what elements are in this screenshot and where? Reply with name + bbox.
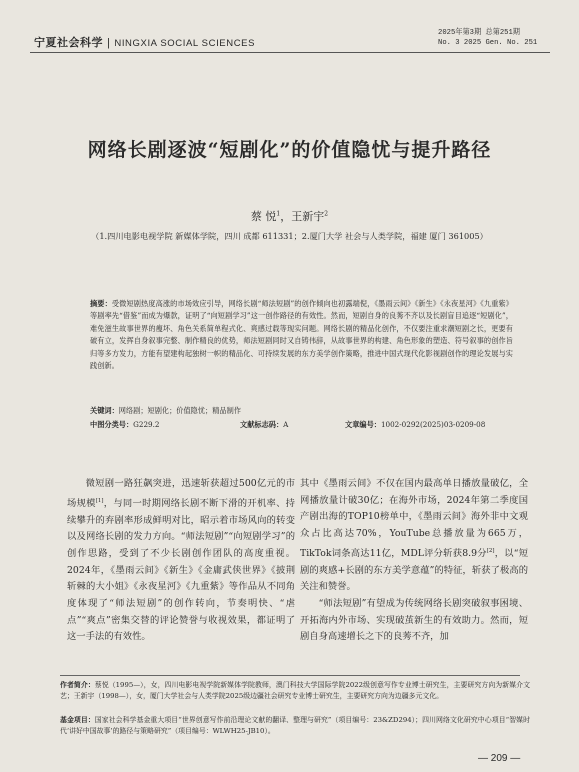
article-meta bbox=[90, 420, 520, 430]
author-separator: ， bbox=[280, 210, 292, 223]
clc-label: 中图分类号： bbox=[90, 420, 134, 429]
funding-text: 国家社会科学基金重大项目“世界创意写作前沿理论文献的翻译、整理与研究”（项目编号：23&ZD294）；四川网络文化研究中心项目“智媒时代‘讲好中国故事’的路径与策略研究”（项目编号：WLWH25-JB10）。 bbox=[60, 716, 530, 736]
body-text: ，以“短剧的爽感+长剧的东方美学意蕴”的特征，斩获了极高的关注和赞誉。 bbox=[300, 547, 528, 593]
body-text: 微短剧一路狂飙突进，迅速斩获超过500亿元的市场规模 bbox=[67, 478, 295, 509]
body-paragraph bbox=[67, 476, 295, 646]
clc-value: G229.2 bbox=[133, 420, 160, 429]
journal-header bbox=[34, 34, 255, 50]
journal-name: 宁夏社会科学 bbox=[34, 37, 103, 49]
author-1-mark: 1 bbox=[276, 210, 281, 218]
author-2: 王新宇 bbox=[291, 210, 325, 223]
affiliation: （1.四川电影电视学院 新媒体学院，四川 成都 611331；2.厦门大学 社会与人类学院，福建 厦门 361005） bbox=[91, 231, 488, 241]
header-divider bbox=[30, 52, 550, 53]
author-1: 蔡 悦 bbox=[250, 210, 277, 223]
keywords-text: 网络剧；短剧化；价值隐忧；精品制作 bbox=[118, 406, 241, 415]
abstract-text: 受微短剧热度高涨的市场效应引导，网络长剧“师法短剧”的创作倾向也初露端倪，《墨雨云间》《新生》《永夜星河》《九重紫》等剧率先“借鉴”而成为爆款，证明了“向短剧学习”这一创作路径的有效性。然而，短剧自身的良莠不齐以及长剧盲目追逐“短剧化”，难免滋生故事世界的瘦坏、角色关系简单程式化、爽感过载等现实问题。网络长剧的精品化创作，不仅要注重求潮短剧之长，更要有破有立，发挥自身叙事完整、制作精良的优势，师法短剧同时又自铸伟辞，从故事世界的构建、角色形象的塑造、符号叙事的创作旨归等多方发力，方能有望建构起独树一帜的精品化、可持续发展的东方美学创作策略，推进中国式现代化影视剧创作的理论发展与实践创新。 bbox=[90, 299, 513, 371]
author-2-mark: 2 bbox=[324, 210, 329, 218]
article-title: 网络长剧逐波“短剧化”的价值隐忧与提升路径 bbox=[87, 139, 492, 161]
body-column-right bbox=[300, 476, 528, 646]
body-paragraph: “师法短剧”有望成为传统网络长剧突破叙事困境、开拓海内外市场、实现破茧新生的有效助力。然而，短剧自身高速增长之下的良莠不齐，加 bbox=[300, 598, 528, 643]
citation-mark: [1] bbox=[95, 497, 104, 504]
keywords-label: 关键词： bbox=[90, 406, 119, 415]
funding-note bbox=[60, 715, 530, 737]
body-text: 其中《墨雨云间》不仅在国内最高单日播放量破亿，全网播放量计破30亿；在海外市场，2024年第二季度国产剧出海的TOP10榜单中，《墨雨云间》海外非中文观众占比高达70%，YouTube总播放量为665万，TikTok词条高达11亿，MDL评分斩获8.9分 bbox=[300, 478, 528, 559]
author-bio bbox=[60, 680, 530, 702]
issue-en: No. 3 2025 Gen. No. 251 bbox=[438, 39, 538, 47]
page-number: — 209 — bbox=[478, 753, 521, 764]
article-id-value: 1002-0292(2025)03-0209-08 bbox=[380, 420, 486, 429]
keywords bbox=[90, 406, 241, 416]
citation-mark: [2] bbox=[486, 547, 495, 554]
footnote-divider bbox=[60, 675, 520, 676]
abstract-label: 摘要： bbox=[90, 299, 112, 308]
body-text: ，与同一时期网络长剧不断下滑的开机率、持续攀升的弃剧率形成鲜明对比，昭示着市场风向的转变以及网络长剧的发力方向。“师法短剧”“向短剧学习”的创作思路，受到了不少长剧创作团队的高度重视。2024年，《墨雨云间》《新生》《金庸武侠世界》《披荆斩棘的大小姐》《永夜星河》《九重紫》等作品从不同角度体现了“师法短剧”的创作转向，节奏明快、“虐点”“爽点”密集交替的评论赞誉与收视效果，都证明了这一手法的有效性。 bbox=[67, 497, 295, 643]
author-bio-text: 蔡悦（1995—），女，四川电影电视学院新媒体学院教师，澳门科技大学国际学院2022级创意写作专业博士研究生，主要研究方向为新媒介文艺；王新宇（1998—），女，厦门大学社会与人类学院2025级边疆社会研究专业博士研究生，主要研究方向为边疆多元文化。 bbox=[60, 681, 530, 701]
header-separator: | bbox=[107, 37, 111, 49]
journal-name-en: NINGXIA SOCIAL SCIENCES bbox=[114, 38, 256, 49]
abstract bbox=[90, 298, 513, 372]
funding-label: 基金项目： bbox=[60, 716, 95, 724]
article-id-label: 文章编号： bbox=[345, 420, 381, 429]
issue-info bbox=[438, 28, 537, 48]
doc-code-label: 文献标志码： bbox=[240, 420, 284, 429]
author-bio-label: 作者简介： bbox=[60, 681, 95, 689]
issue-cn: 2025年第3期 总第251期 bbox=[438, 29, 520, 37]
body-column-left bbox=[67, 476, 295, 646]
doc-code-value: A bbox=[283, 420, 289, 429]
body-paragraph bbox=[300, 476, 528, 596]
author-line bbox=[0, 208, 579, 224]
